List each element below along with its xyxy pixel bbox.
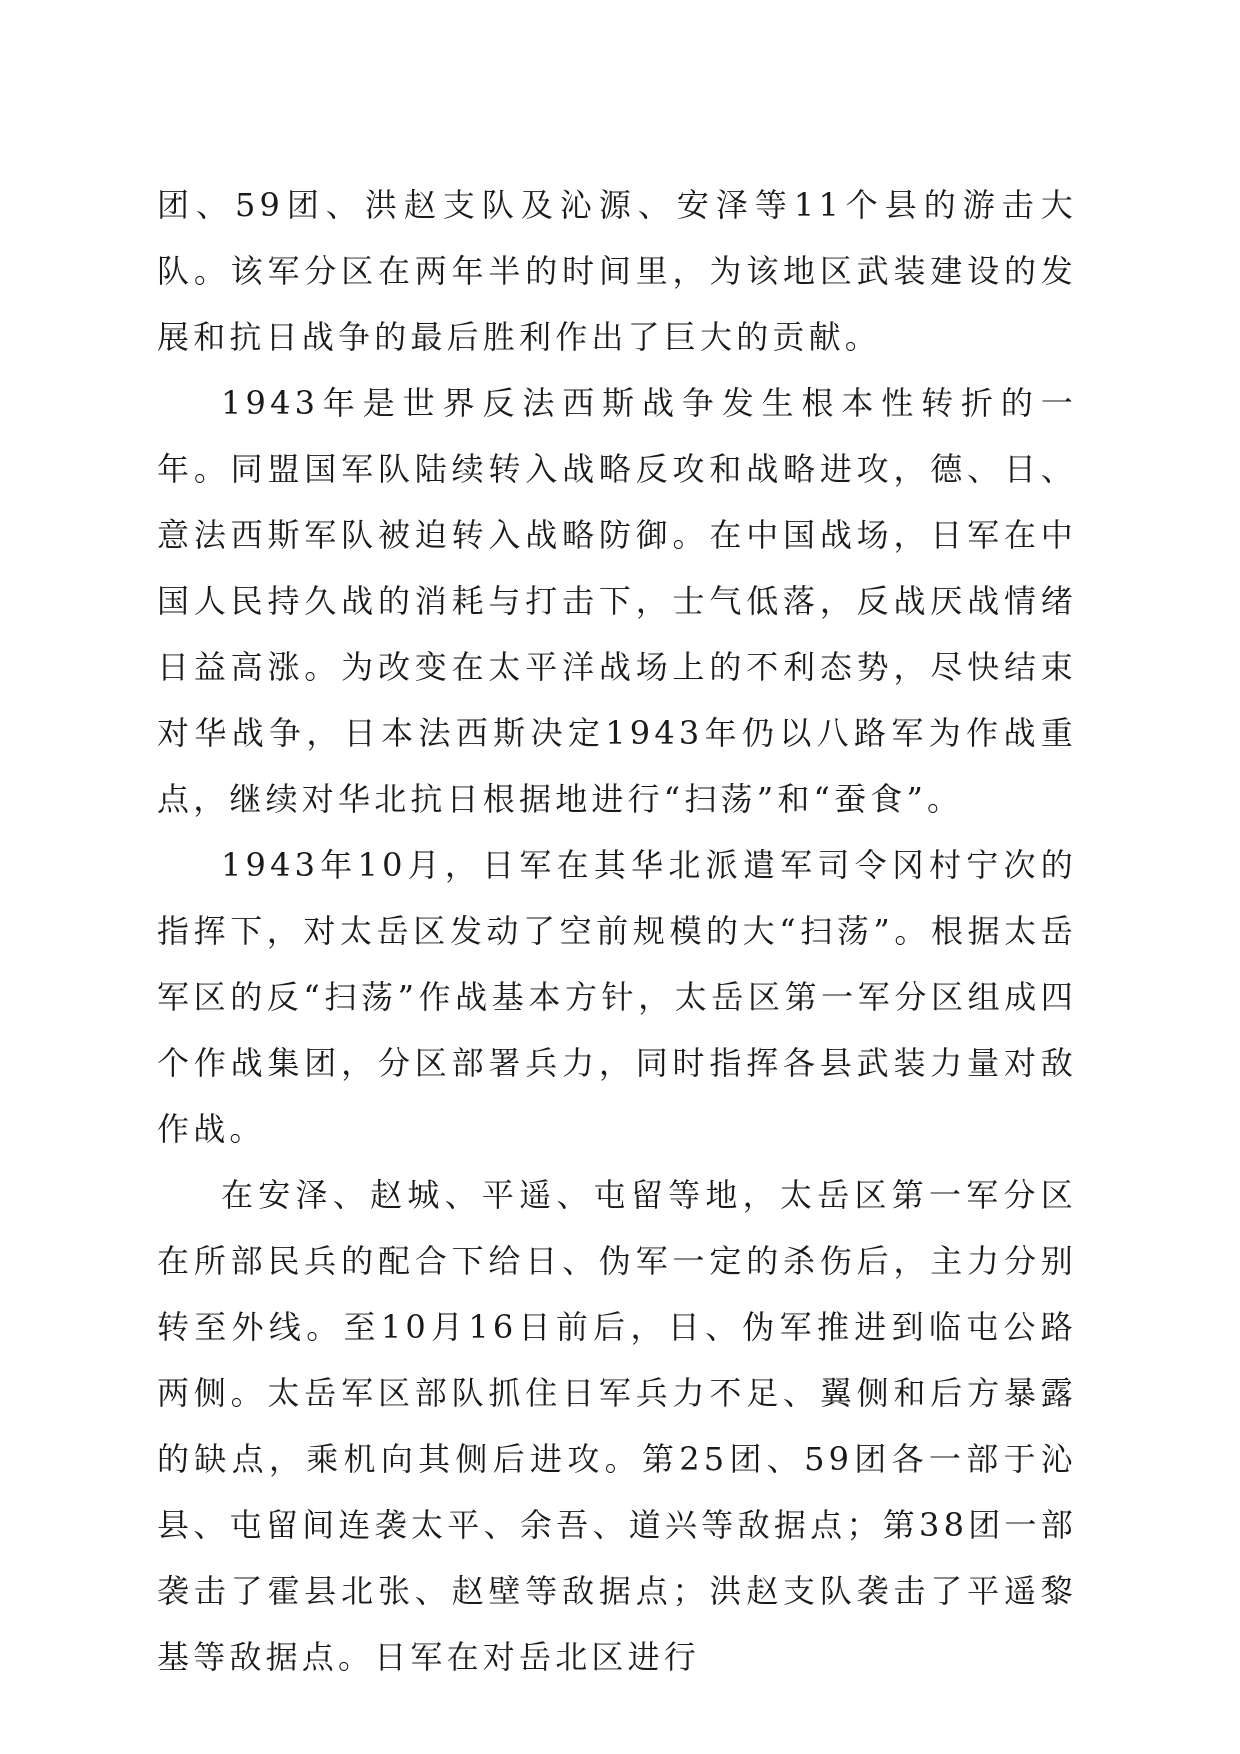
- paragraph-2: 1943年是世界反法西斯战争发生根本性转折的一年。同盟国军队陆续转入战略反攻和战略进攻，德、日、意法西斯军队被迫转入战略防御。在中国战场，日军在中国人民持久战的消耗与打击下，士气低落，反战厌战情绪日益高涨。为改变在太平洋战场上的不利态势，尽快结束对华战争，日本法西斯决定1943年仍以八路军为作战重点，继续对华北抗日根据地进行“扫荡”和“蚕食”。: [157, 384, 1077, 818]
- paragraph-3: 1943年10月，日军在其华北派遣军司令冈村宁次的指挥下，对太岳区发动了空前规模的大“扫荡”。根据太岳军区的反“扫荡”作战基本方针，太岳区第一军分区组成四个作战集团，分区部署兵力，同时指挥各县武装力量对敌作战。: [157, 846, 1077, 1148]
- paragraph-1: 团、59团、洪赵支队及沁源、安泽等11个县的游击大队。该军分区在两年半的时间里，为该地区武装建设的发展和抗日战争的最后胜利作出了巨大的贡献。: [157, 186, 1077, 356]
- paragraph-4: 在安泽、赵城、平遥、屯留等地，太岳区第一军分区在所部民兵的配合下给日、伪军一定的杀伤后，主力分别转至外线。至10月16日前后，日、伪军推进到临屯公路两侧。太岳军区部队抓住日军兵力不足、翼侧和后方暴露的缺点，乘机向其侧后进攻。第25团、59团各一部于沁县、屯留间连袭太平、余吾、道兴等敌据点；第38团一部袭击了霍县北张、赵壁等敌据点；洪赵支队袭击了平遥黎基等敌据点。日军在对岳北区进行: [157, 1176, 1077, 1676]
- document-body: [157, 172, 1077, 1690]
